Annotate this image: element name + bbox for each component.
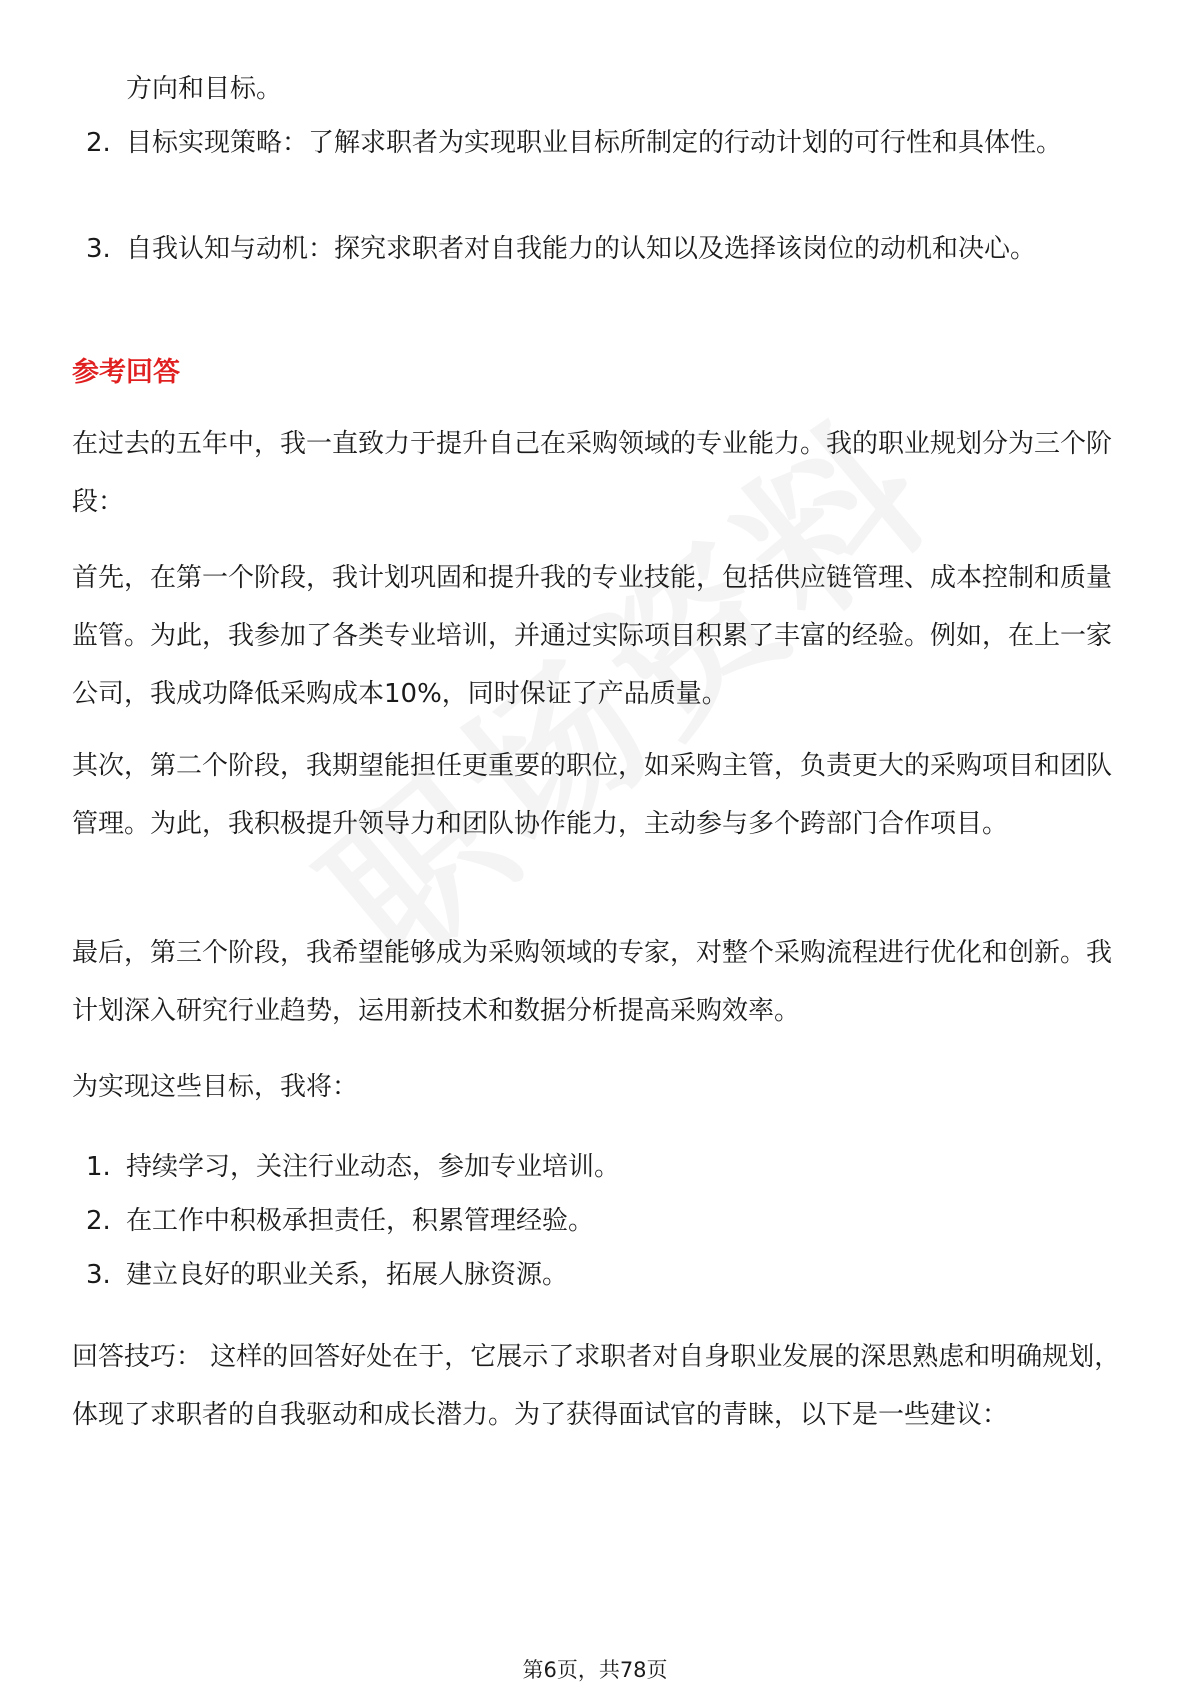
- list-number: 3.: [86, 234, 111, 264]
- paragraph-plan-intro: 为实现这些目标，我将：: [72, 1072, 359, 1102]
- paragraph-intro: 在过去的五年中，我一直致力于提升自己在采购领域的专业能力。我的职业规划分为三个阶段：: [72, 429, 1113, 517]
- paragraph-tips: 回答技巧： 这样的回答好处在于，它展示了求职者对自身职业发展的深思熟虑和明确规划，体现了求职者的自我驱动和成长潜力。为了获得面试官的青睐，以下是一些建议：: [72, 1342, 1121, 1430]
- list-text: 在工作中积极承担责任，积累管理经验。: [126, 1206, 595, 1236]
- page-number: 第6页，共78页: [522, 1658, 668, 1682]
- paragraph-stage-two: 其次，第二个阶段，我期望能担任更重要的职位，如采购主管，负责更大的采购项目和团队管理。为此，我积极提升领导力和团队协作能力，主动参与多个跨部门合作项目。: [72, 751, 1113, 839]
- list-text: 目标实现策略：了解求职者为实现职业目标所制定的行动计划的可行性和具体性。: [126, 128, 1063, 158]
- list-number: 2.: [86, 128, 111, 158]
- section-heading: 参考回答: [72, 357, 180, 388]
- list-text: 持续学习，关注行业动态，参加专业培训。: [126, 1152, 621, 1182]
- list-number: 1.: [86, 1152, 111, 1182]
- paragraph-stage-three: 最后，第三个阶段，我希望能够成为采购领域的专家，对整个采购流程进行优化和创新。我计划深入研究行业趋势，运用新技术和数据分析提高采购效率。: [72, 938, 1113, 1026]
- list-text: 自我认知与动机：探究求职者对自我能力的认知以及选择该岗位的动机和决心。: [126, 234, 1037, 264]
- list-number: 3.: [86, 1260, 111, 1290]
- list-number: 2.: [86, 1206, 111, 1236]
- paragraph-stage-one: 首先，在第一个阶段，我计划巩固和提升我的专业技能，包括供应链管理、成本控制和质量监管。为此，我参加了各类专业培训，并通过实际项目积累了丰富的经验。例如，在上一家公司，我成功降低采购成本10%，同时保证了产品质量。: [72, 563, 1113, 709]
- list-text: 建立良好的职业关系，拓展人脉资源。: [126, 1260, 569, 1290]
- list-text: 方向和目标。: [126, 74, 283, 104]
